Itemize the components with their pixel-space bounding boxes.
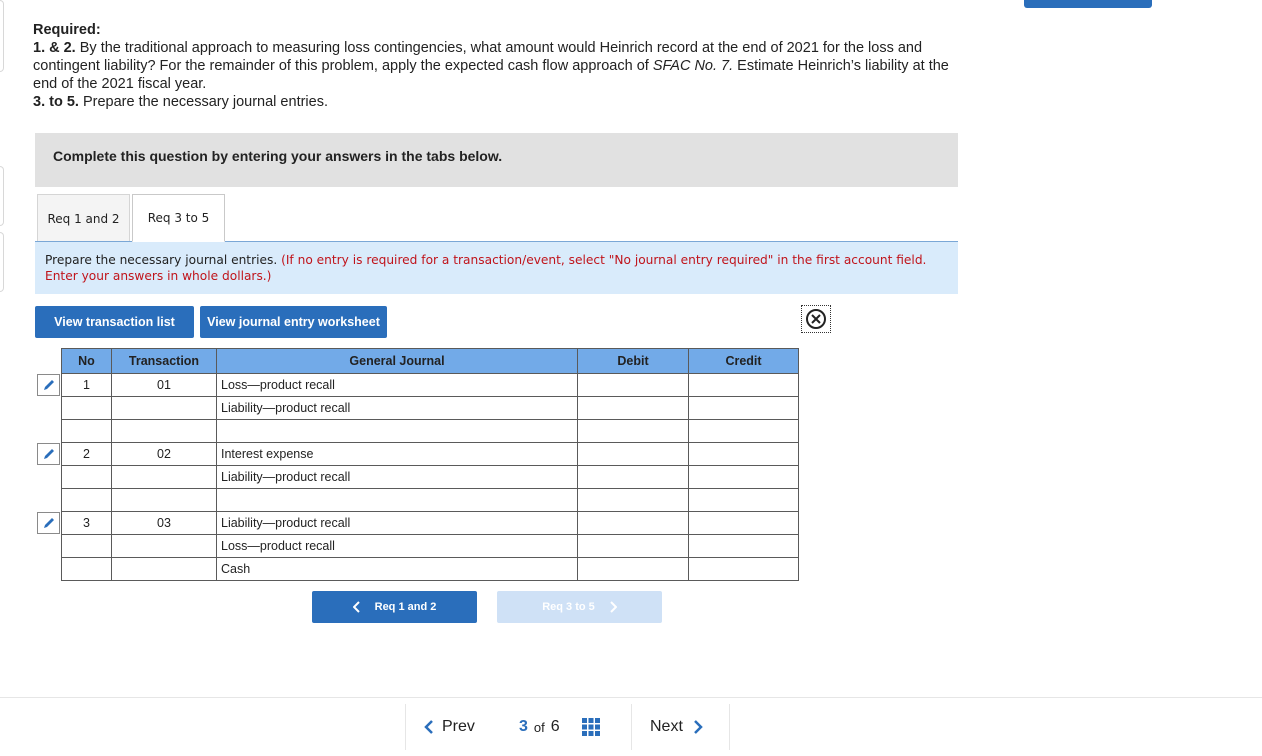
col-header-transaction: Transaction: [112, 349, 217, 374]
cell-debit[interactable]: [578, 443, 689, 466]
footer-separator: [729, 704, 730, 750]
cell-no: [62, 535, 112, 558]
cell-account[interactable]: [217, 420, 578, 443]
edit-entry-3-pencil-icon[interactable]: [37, 512, 60, 534]
cell-debit[interactable]: [578, 489, 689, 512]
view-transaction-list-button[interactable]: View transaction list: [35, 306, 194, 338]
tab-req-1-and-2[interactable]: Req 1 and 2: [37, 194, 130, 242]
required-heading: Required:: [33, 22, 101, 38]
footer-next-button[interactable]: Next: [650, 698, 703, 756]
cell-credit[interactable]: [689, 512, 799, 535]
col-header-general-journal: General Journal: [217, 349, 578, 374]
cell-debit[interactable]: [578, 466, 689, 489]
cell-transaction: [112, 466, 217, 489]
cell-account[interactable]: Interest expense: [217, 443, 578, 466]
journal-table: [61, 348, 799, 581]
page-total: 6: [550, 718, 560, 735]
cell-no: [62, 489, 112, 512]
cell-transaction: [112, 420, 217, 443]
journal-table-header: [62, 349, 799, 374]
cell-no: [62, 420, 112, 443]
left-edge-tab: [0, 0, 4, 72]
cell-credit[interactable]: [689, 397, 799, 420]
grid-icon[interactable]: [582, 718, 600, 736]
cell-no: [62, 558, 112, 581]
table-row: [62, 535, 799, 558]
cell-debit[interactable]: [578, 397, 689, 420]
cell-transaction: [112, 558, 217, 581]
cell-transaction: [112, 489, 217, 512]
cell-debit[interactable]: [578, 558, 689, 581]
edit-entry-2-pencil-icon[interactable]: [37, 443, 60, 465]
page-indicator[interactable]: 3 of 6: [519, 698, 600, 756]
footer-divider: [0, 697, 1262, 698]
cell-account[interactable]: Liability—product recall: [217, 466, 578, 489]
chevron-right-icon: [693, 720, 703, 734]
table-row: [62, 466, 799, 489]
footer-prev-button[interactable]: Prev: [424, 698, 475, 756]
close-circle-icon[interactable]: [801, 305, 831, 333]
cell-transaction: 01: [112, 374, 217, 397]
cell-account[interactable]: Loss—product recall: [217, 374, 578, 397]
prev-req-button[interactable]: Req 1 and 2: [312, 591, 477, 623]
tab-req-3-to-5[interactable]: Req 3 to 5: [132, 194, 225, 242]
instructions-banner: [35, 133, 958, 187]
journal-instructions: Prepare the necessary journal entries. (If no entry is required for a transaction/event, select "No journal entry required" in the first account field. Enter your answers in whole dollars.): [35, 242, 958, 294]
cell-credit[interactable]: [689, 558, 799, 581]
chevron-left-icon: [424, 720, 434, 734]
cell-debit[interactable]: [578, 535, 689, 558]
cell-credit[interactable]: [689, 489, 799, 512]
instructions-note: (If no entry is required for a transaction/event, select "No journal entry required" in the first account field. Enter your answers in whole dollars.): [45, 253, 927, 283]
footer-separator: [405, 704, 406, 750]
cell-transaction: 03: [112, 512, 217, 535]
cell-transaction: 02: [112, 443, 217, 466]
cell-no: [62, 397, 112, 420]
cell-account[interactable]: Cash: [217, 558, 578, 581]
cell-credit[interactable]: [689, 443, 799, 466]
table-row: [62, 374, 799, 397]
cell-transaction: [112, 535, 217, 558]
table-row: [62, 420, 799, 443]
top-action-button[interactable]: [1024, 0, 1152, 8]
view-journal-entry-worksheet-button[interactable]: View journal entry worksheet: [200, 306, 387, 338]
chevron-left-icon: [353, 601, 361, 613]
cell-credit[interactable]: [689, 466, 799, 489]
next-req-button: Req 3 to 5: [497, 591, 662, 623]
edit-entry-1-pencil-icon[interactable]: [37, 374, 60, 396]
cell-no: [62, 466, 112, 489]
cell-account[interactable]: Liability—product recall: [217, 512, 578, 535]
cell-debit[interactable]: [578, 374, 689, 397]
table-row: [62, 489, 799, 512]
cell-transaction: [112, 397, 217, 420]
cell-account[interactable]: Liability—product recall: [217, 397, 578, 420]
required-part-1: 1. & 2. By the traditional approach to measuring loss contingencies, what amount would Heinrich record at the end of 2021 for the loss and contingent liability? For the remainder of this problem, apply the expected cash flow approach of SFAC No. 7. Estimate Heinrich’s liability at the end of the 2021 fiscal year.: [33, 40, 949, 92]
cell-no: 1: [62, 374, 112, 397]
cell-debit[interactable]: [578, 512, 689, 535]
col-header-credit: Credit: [689, 349, 799, 374]
cell-credit[interactable]: [689, 535, 799, 558]
required-section: [33, 21, 973, 111]
footer-separator: [631, 704, 632, 750]
col-header-debit: Debit: [578, 349, 689, 374]
cell-account[interactable]: [217, 489, 578, 512]
table-row: [62, 443, 799, 466]
cell-no: 2: [62, 443, 112, 466]
cell-credit[interactable]: [689, 420, 799, 443]
table-row: [62, 512, 799, 535]
required-part-2: 3. to 5. Prepare the necessary journal entries.: [33, 94, 328, 110]
chevron-right-icon: [609, 601, 617, 613]
page-current: 3: [519, 718, 528, 735]
col-header-no: No: [62, 349, 112, 374]
banner-text: Complete this question by entering your answers in the tabs below.: [53, 148, 503, 164]
cell-debit[interactable]: [578, 420, 689, 443]
left-edge-tab: [0, 166, 4, 226]
left-edge-tab: [0, 232, 4, 292]
table-row: [62, 397, 799, 420]
cell-account[interactable]: Loss—product recall: [217, 535, 578, 558]
cell-credit[interactable]: [689, 374, 799, 397]
table-row: [62, 558, 799, 581]
cell-no: 3: [62, 512, 112, 535]
